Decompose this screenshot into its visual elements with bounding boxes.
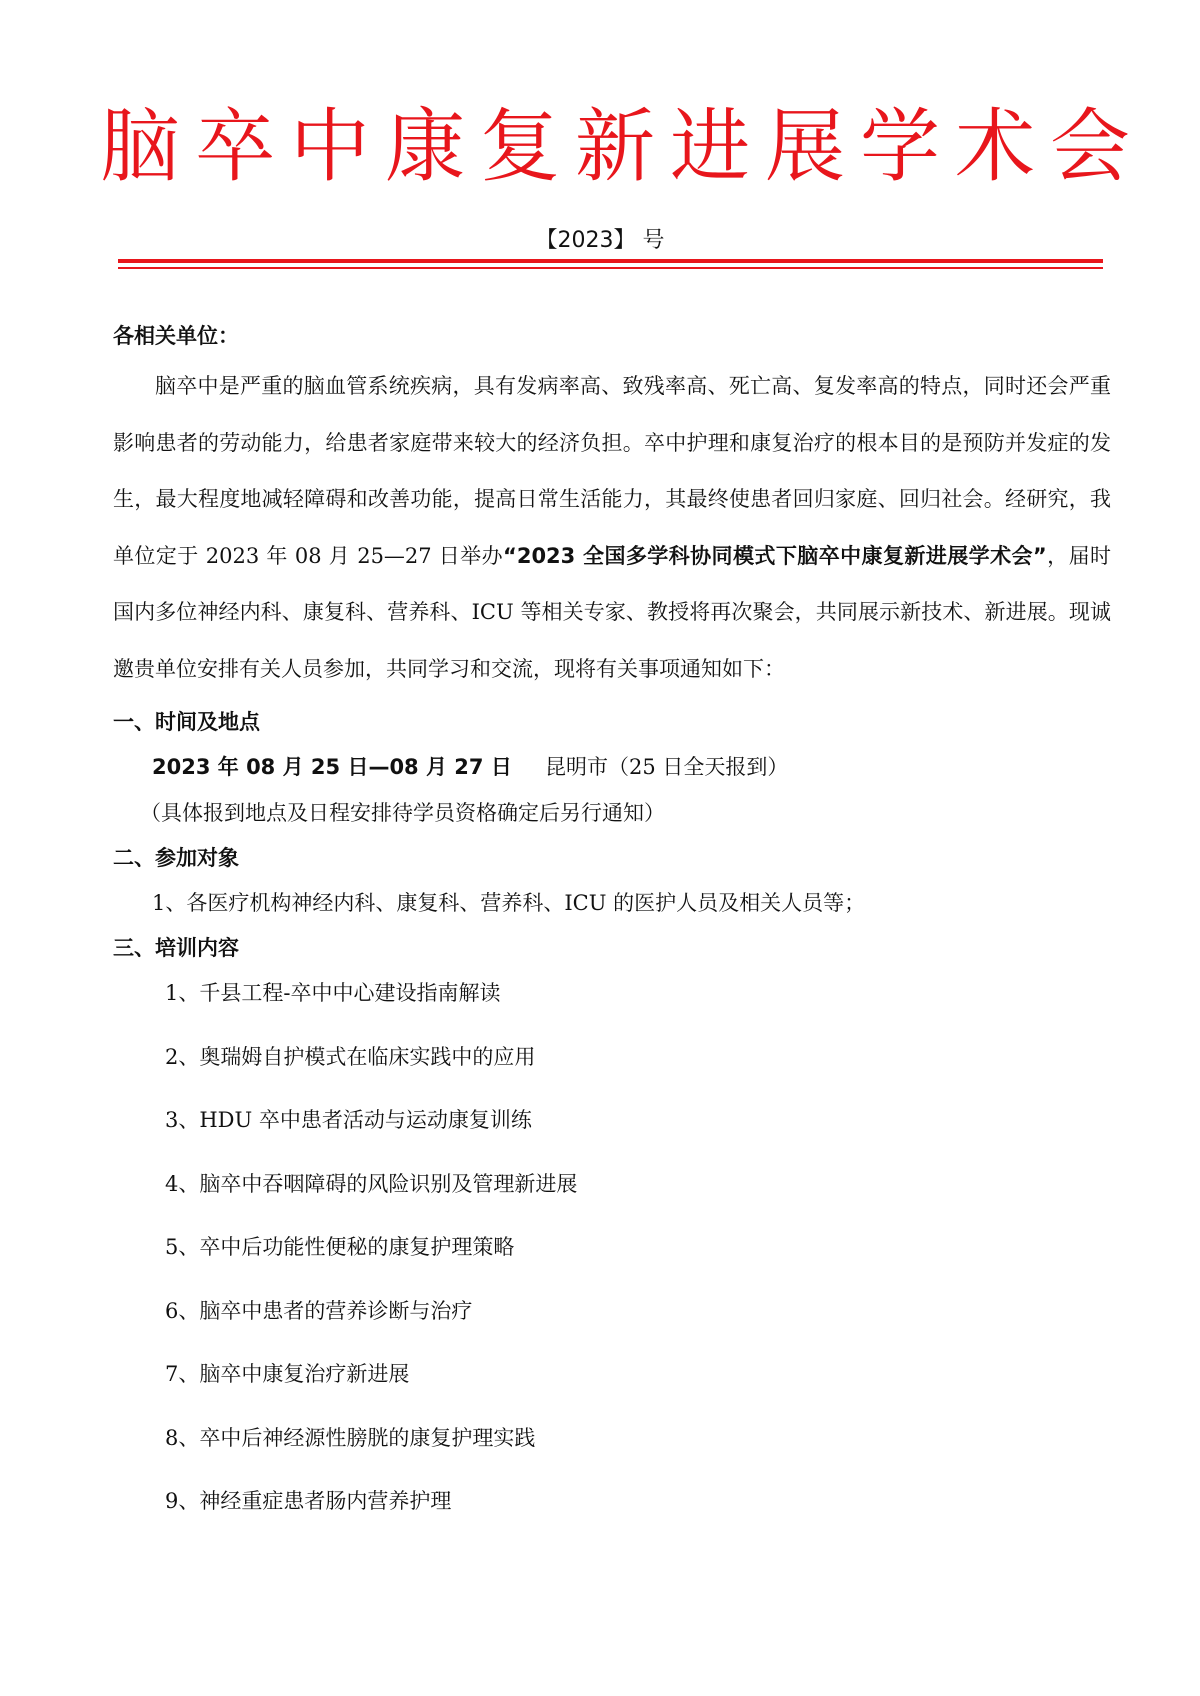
title-char: 复 — [480, 100, 560, 193]
title-char: 术 — [955, 100, 1035, 193]
registration-note: （具体报到地点及日程安排待学员资格确定后另行通知） — [140, 801, 665, 825]
list-item: 3、HDU 卒中患者活动与运动康复训练 — [165, 1108, 532, 1132]
list-item: 6、脑卒中患者的营养诊断与治疗 — [165, 1298, 473, 1323]
title-char: 学 — [860, 100, 940, 193]
section-heading-time-place: 一、时间及地点 — [113, 710, 260, 734]
list-item: 1、千县工程-卒中中心建设指南解读 — [165, 981, 501, 1005]
event-location: 昆明市（25 日全天报到） — [545, 755, 789, 779]
list-item: 9、神经重症患者肠内营养护理 — [165, 1489, 452, 1513]
title-char: 新 — [575, 100, 655, 193]
intro-text-part2: ，届时国内多位神经内科、康复科、营养科、ICU 等相关专家、教授将再次聚会，共同展示新技术、新进展。现诚邀贵单位安排有关人员参加，共同学习和交流，现将有关事项通知如下： — [113, 543, 1111, 681]
title-char: 展 — [765, 100, 845, 193]
header-divider-thin — [118, 267, 1103, 269]
intro-text-part1: 脑卒中是严重的脑血管系统疾病，具有发病率高、致残率高、死亡高、复发率高的特点，同时还会严重影响患者的劳动能力，给患者家庭带来较大的经济负担。卒中护理和康复治疗的根本目的是预防并发症的发生，最大程度地减轻障碍和改善功能，提高日常生活能力，其最终使患者回归家庭、回归社会。经研究，我单位定于 2023 年 08 月 25—27 日举办 — [113, 374, 1111, 568]
salutation: 各相关单位： — [113, 324, 239, 348]
participants-item: 1、各医疗机构神经内科、康复科、营养科、ICU 的医护人员及相关人员等； — [152, 891, 866, 915]
title-char: 进 — [670, 100, 750, 193]
list-item: 5、卒中后功能性便秘的康复护理策略 — [165, 1235, 515, 1259]
title-char: 中 — [290, 100, 370, 193]
document-number: 【2023】 号 — [535, 228, 665, 253]
title-char: 康 — [385, 100, 465, 193]
list-item: 4、脑卒中吞咽障碍的风险识别及管理新进展 — [165, 1171, 578, 1196]
list-item: 2、奥瑞姆自护模式在临床实践中的应用 — [165, 1044, 536, 1069]
title-char: 卒 — [195, 100, 275, 193]
title-char: 脑 — [100, 100, 180, 193]
list-item: 7、脑卒中康复治疗新进展 — [165, 1362, 410, 1386]
event-date: 2023 年 08 月 25 日—08 月 27 日 — [152, 755, 512, 779]
list-item: 8、卒中后神经源性膀胱的康复护理实践 — [165, 1425, 536, 1450]
section-heading-participants: 二、参加对象 — [113, 846, 239, 870]
training-content-list — [165, 977, 577, 1549]
intro-paragraph — [113, 358, 1111, 697]
title-char: 会 — [1050, 100, 1130, 193]
document-title — [100, 92, 1130, 202]
section-heading-content: 三、培训内容 — [113, 936, 239, 960]
event-name: “2023 全国多学科协同模式下脑卒中康复新进展学术会” — [503, 543, 1047, 568]
header-divider-thick — [118, 259, 1103, 263]
